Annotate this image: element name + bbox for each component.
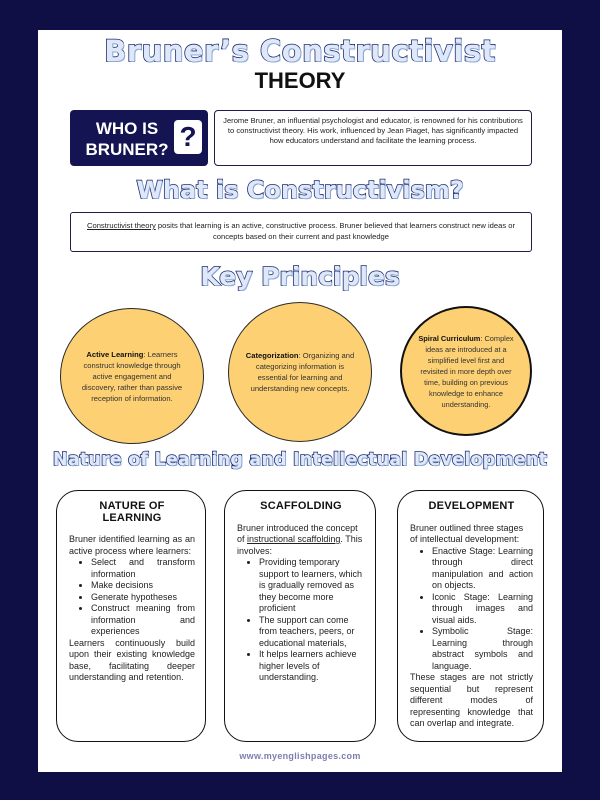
- list-item: • Select and transform information: [91, 557, 195, 580]
- card-development: [397, 490, 544, 742]
- principle-text: : Organizing and categorizing information is essential for learning and understanding new concepts.: [250, 351, 355, 393]
- list-item: • Enactive Stage: Learning through direct manipulation and action on objects.: [432, 546, 533, 592]
- question-mark-icon: ?: [174, 120, 202, 154]
- list-item: • The support can come from teachers, peers, or educational materials,: [259, 615, 365, 650]
- card-scaffolding: [224, 490, 376, 742]
- card-outro: Learners continuously build upon their existing knowledge base, facilitating deeper understanding and retention.: [69, 637, 195, 682]
- principle-text: : Learners construct knowledge through active engagement and discovery, rather than passive reception of information.: [81, 349, 183, 403]
- card-bullet-list: [237, 557, 365, 684]
- constructivism-definition: posits that learning is an active, constructive process. Bruner believed that learners construct new ideas or concepts based on their current and past knowledge: [155, 221, 515, 241]
- principle-text: : Complex ideas are introduced at a simplified level first and revisited in more depth over time, building on previous knowledge to enhance understanding.: [420, 333, 514, 409]
- constructivism-term: Constructivist theory: [87, 221, 156, 230]
- list-item: • Symbolic Stage: Learning through abstract symbols and language.: [432, 626, 533, 672]
- list-item: • Iconic Stage: Learning through images and visual aids.: [432, 592, 533, 627]
- card-bullet-list: [69, 557, 195, 638]
- list-item: • Generate hypotheses: [91, 592, 195, 604]
- card-nature-of-learning: [56, 490, 206, 742]
- list-item: • Make decisions: [91, 580, 195, 592]
- principle-title: Categorization: [245, 351, 299, 360]
- key-principles-heading: Key Principles: [200, 262, 400, 291]
- principle-circle-spiral-curriculum: [400, 306, 532, 436]
- main-title: Bruner’s Constructivist: [104, 34, 496, 68]
- who-is-bruner-label: WHO IS BRUNER?: [85, 119, 169, 159]
- principle-title: Active Learning: [86, 349, 144, 359]
- card-title: DEVELOPMENT: [428, 500, 515, 512]
- card-intro: Bruner identified learning as an active process where learners:: [69, 534, 195, 556]
- list-item: • Providing temporary support to learners, which is gradually removed as they become more proficient: [259, 557, 365, 615]
- card-intro: Bruner outlined three stages of intellectual development:: [410, 522, 524, 544]
- card-intro: [237, 523, 365, 558]
- bruner-intro-text: Jerome Bruner, an influential psychologist and educator, is renowned for his contributions to constructivist theory. His work, influenced by Jean Piaget, has significantly impacted how educators understand and facilitate the learning process.: [223, 116, 523, 145]
- list-item: • It helps learners achieve higher levels of understanding.: [259, 649, 365, 684]
- card-bullet-list: [410, 546, 533, 673]
- principle-title: Spiral Curriculum: [418, 333, 481, 343]
- list-item: • Construct meaning from information and experiences: [91, 603, 195, 638]
- poster-sheet: [38, 30, 562, 772]
- card-title: SCAFFOLDING: [260, 500, 342, 512]
- principle-circle-active-learning: [60, 308, 204, 444]
- card-intro-after: . This involves:: [237, 534, 363, 556]
- card-outro: These stages are not strictly sequential but represent different modes of representing knowledge that can overlap and integrate.: [410, 672, 533, 728]
- card-title: NATURE OF LEARNING: [99, 500, 165, 524]
- card-intro-term: instructional scaffolding: [247, 534, 341, 544]
- constructivism-definition-box: [70, 212, 532, 252]
- bruner-intro-box: [214, 110, 532, 166]
- constructivism-heading: What is Constructivism?: [136, 176, 464, 204]
- principle-circle-categorization: [228, 302, 372, 442]
- footer-url[interactable]: www.myenglishpages.com: [239, 751, 361, 761]
- card-intro-before: Bruner introduced the concept of: [237, 522, 358, 544]
- nature-of-learning-heading: Nature of Learning and Intellectual Development: [52, 450, 548, 470]
- main-subtitle: THEORY: [254, 68, 346, 93]
- who-is-bruner-badge: [70, 110, 208, 166]
